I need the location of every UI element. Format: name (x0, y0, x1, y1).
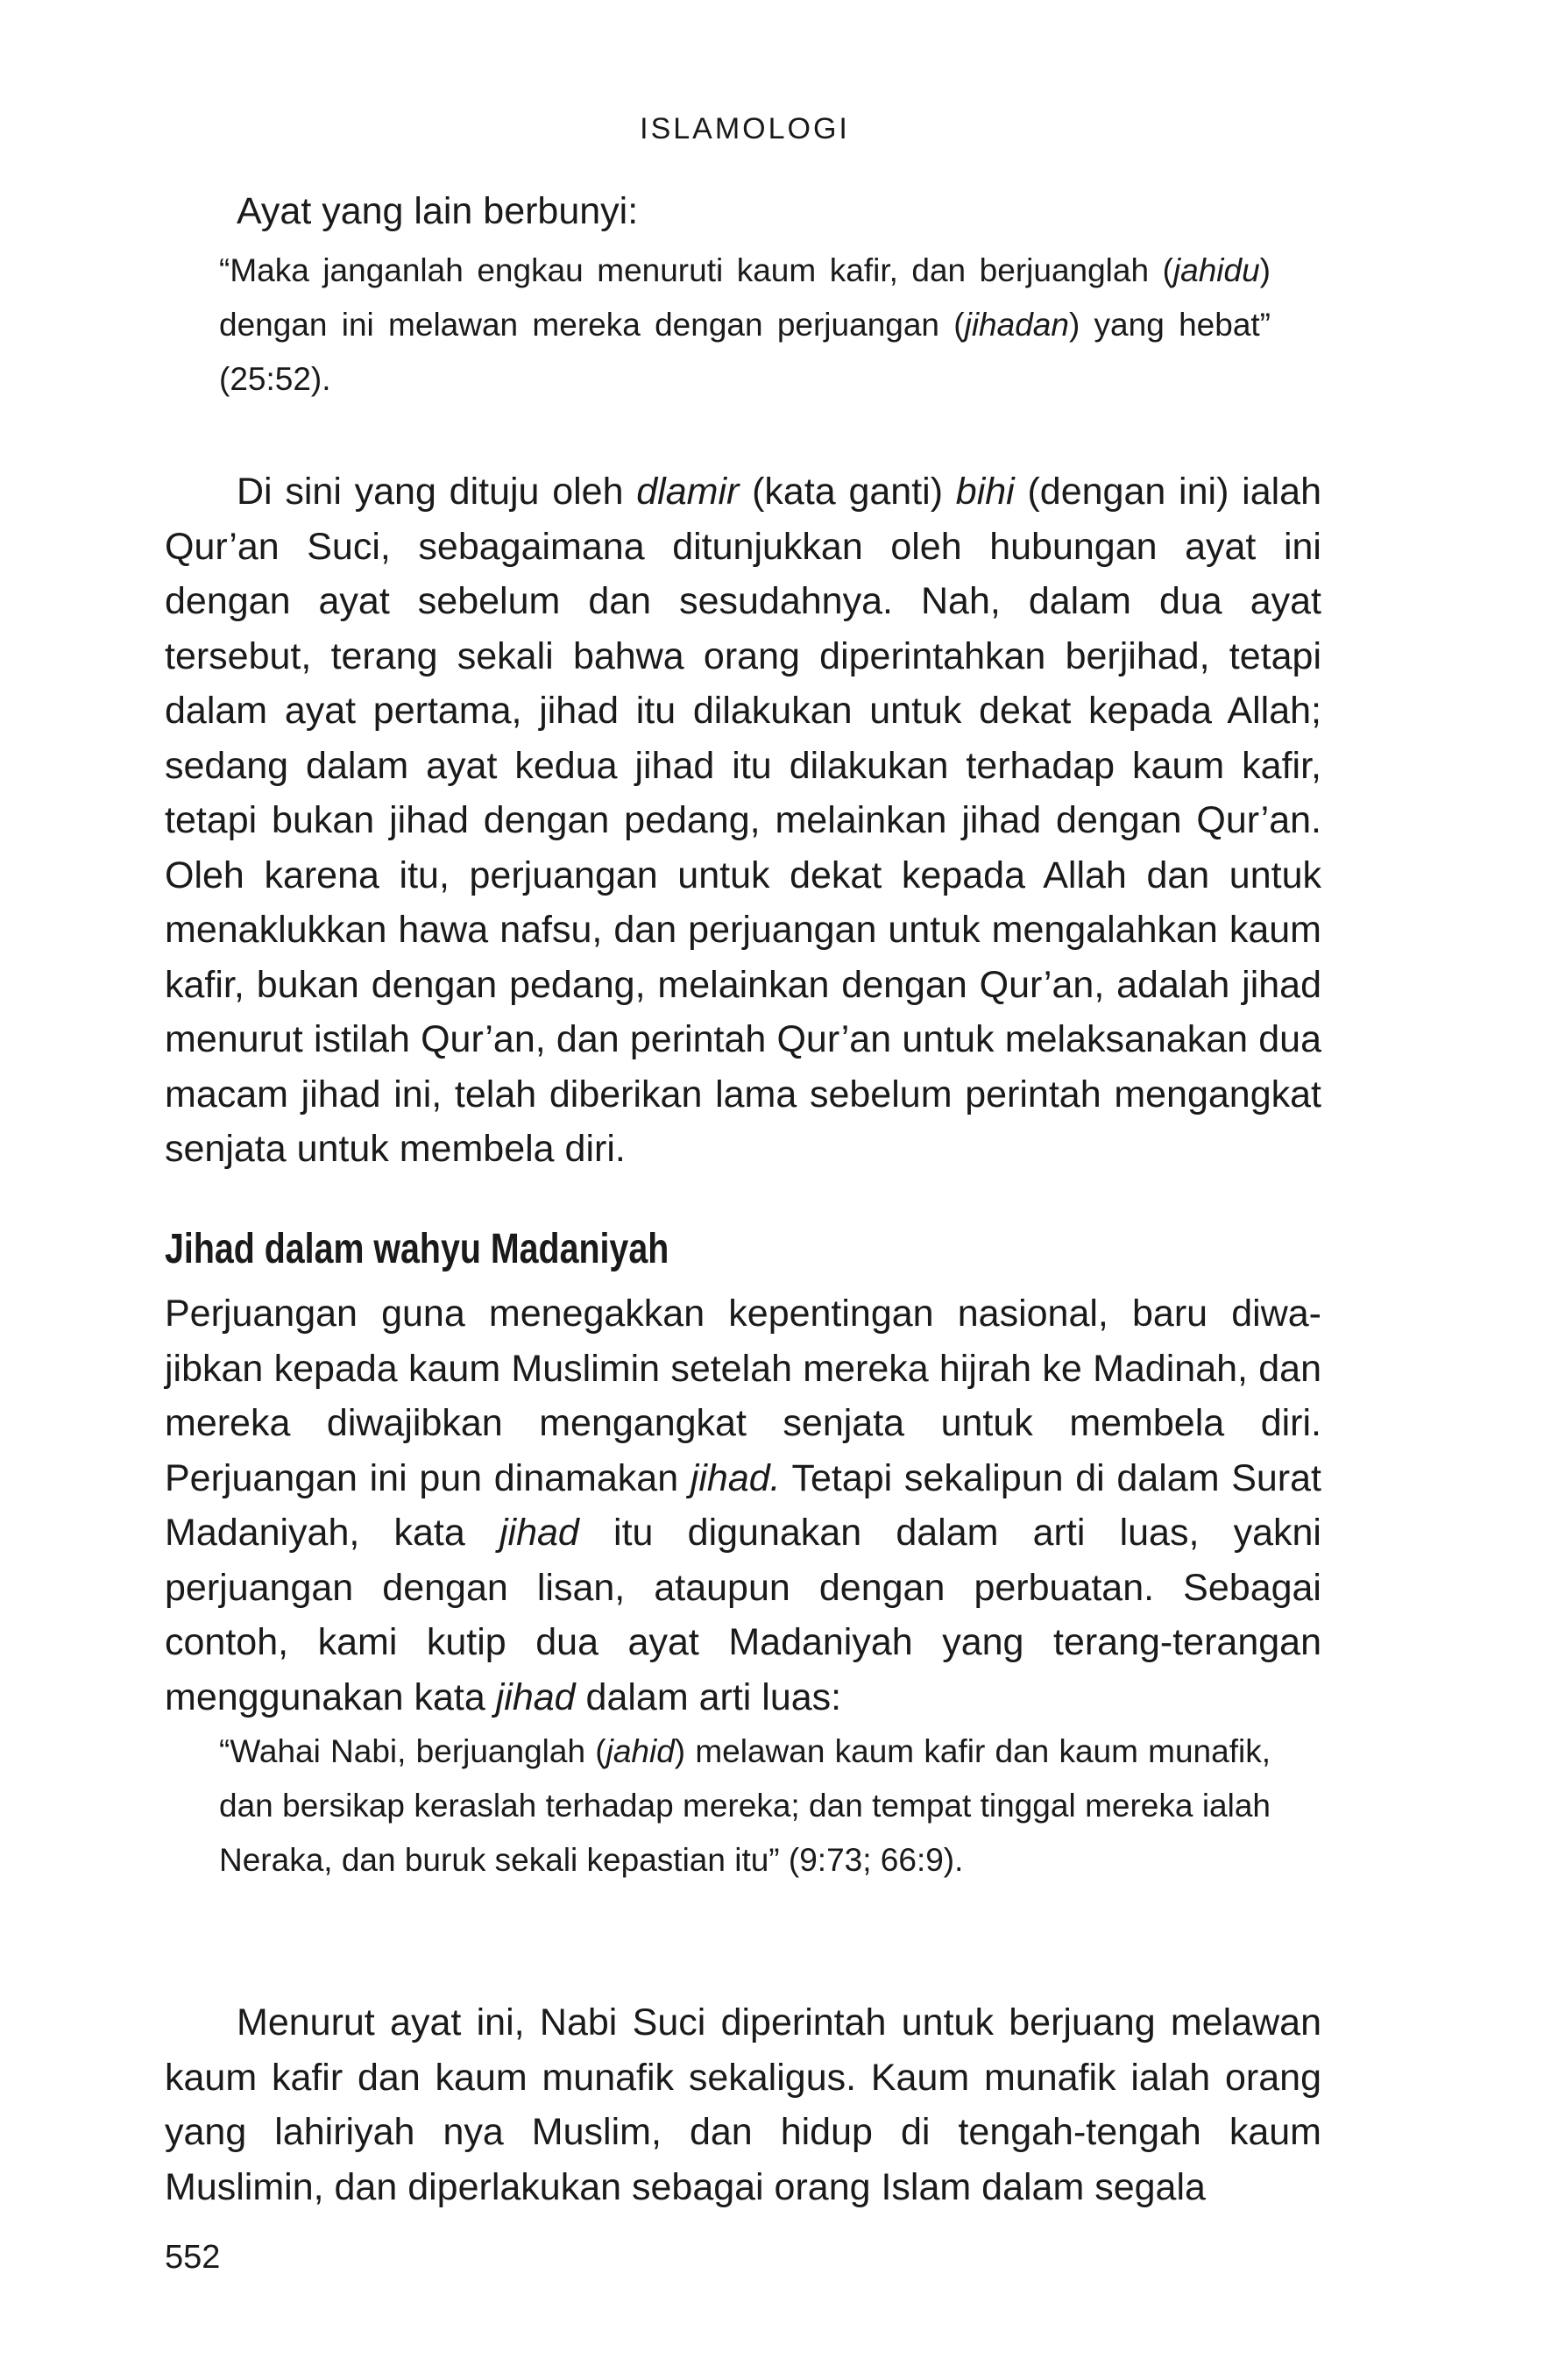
quote-1-term-jihadan: jihadan (964, 307, 1069, 343)
para-2-text-b: Tetapi sekalipun di dalam Surat Madaniyah, kata (165, 1456, 1321, 1554)
quote-1-term-jahidu: jahidu (1172, 252, 1260, 288)
quote-1-text-c: ) yang hebat” (25:52). (219, 307, 1271, 397)
para-2-text-a: Perjuangan guna menegakkan kepentingan nasional, baru diwajibkan kepada kaum Muslimin setelah mereka hijrah ke Madinah, dan mereka diwajibkan mengangkat senjata untuk membela diri. Perjuangan ini pun dinamakan (165, 1293, 1321, 1499)
quote-block-1 (219, 244, 1271, 407)
quote-2-text-a: “Wahai Nabi, berjuanglah ( (219, 1733, 606, 1769)
quote-block-2 (219, 1725, 1271, 1888)
para-2-text-c: itu digunakan dalam arti luas, yakni perjuangan dengan lisan, ataupun dengan perbuatan. Sebagai contoh, kami kutip dua ayat Madaniyah yang terang-terangan menggunakan kata (165, 1512, 1321, 1718)
para-1-term-bihi: bihi (955, 471, 1015, 513)
body-paragraph-2 (165, 1286, 1321, 1725)
para-2-term-jihad-1: jihad. (690, 1456, 781, 1499)
page-number: 552 (165, 2239, 221, 2276)
quote-1-text-b: ) dengan ini melawan mereka dengan perjuangan ( (219, 252, 1271, 343)
para-1-text-a: Di sini yang dituju oleh (237, 471, 637, 513)
running-header: ISLAMOLOGI (640, 112, 850, 145)
para-2-term-jihad-2: jihad (499, 1512, 579, 1554)
para-2-term-jihad-3: jihad (495, 1675, 576, 1718)
para-1-term-dlamir: dlamir (636, 471, 740, 513)
para-1-text-b: (kata ganti) (739, 471, 956, 513)
para-1-text-c: (dengan ini) ialah Qur’an Suci, sebagaimana ditunjukkan oleh hubungan ayat ini dengan ayat sebelum dan sesudahnya. Nah, dalam dua ayat tersebut, terang sekali bahwa orang diperintahkan berjihad, tetapi dalam ayat pertama, jihad itu dilakukan untuk dekat kepada Allah; sedang dalam ayat kedua jihad itu dilakukan terhadap kaum kafir, tetapi bukan jihad dengan pedang, melainkan jihad dengan Qur’an. Oleh karena itu, perjuangan untuk dekat kepada Allah dan untuk menaklukkan hawa nafsu, dan perjuangan untuk mengalahkan kaum kafir, bukan dengan pedang, melainkan dengan Qur’an, adalah jihad menurut istilah Qur’an, dan perintah Qur’an untuk melaksanakan dua macam jihad ini, telah diberikan lama sebelum perintah mengangkat senjata untuk membela diri. (165, 471, 1321, 1170)
body-paragraph-3: Menurut ayat ini, Nabi Suci diperintah untuk berjuang melawan kaum kafir dan kaum munafik sekaligus. Kaum munafik ialah orang yang lahiriyah nya Muslim, dan hidup di tengah-tengah kaum Muslimin, dan diperlakukan sebagai orang Islam dalam segala (165, 2001, 1321, 2208)
section-heading: Jihad dalam wahyu Madaniyah (165, 1226, 669, 1272)
para-2-text-d: dalam arti luas: (575, 1675, 842, 1718)
lead-in-text: Ayat yang lain berbunyi: (237, 190, 639, 232)
quote-2-term-jahid: jahid (606, 1733, 675, 1769)
body-paragraph-1 (165, 464, 1321, 1177)
quote-2-text-b: ) melawan kaum kafir dan kaum munafik, dan bersikap keraslah terhadap mereka; dan tempat tinggal mereka ialah Neraka, dan buruk sekali kepastian itu” (9:73; 66:9). (219, 1733, 1271, 1878)
quote-1-text-a: “Maka janganlah engkau menuruti kaum kafir, dan berjuanglah ( (219, 252, 1173, 288)
